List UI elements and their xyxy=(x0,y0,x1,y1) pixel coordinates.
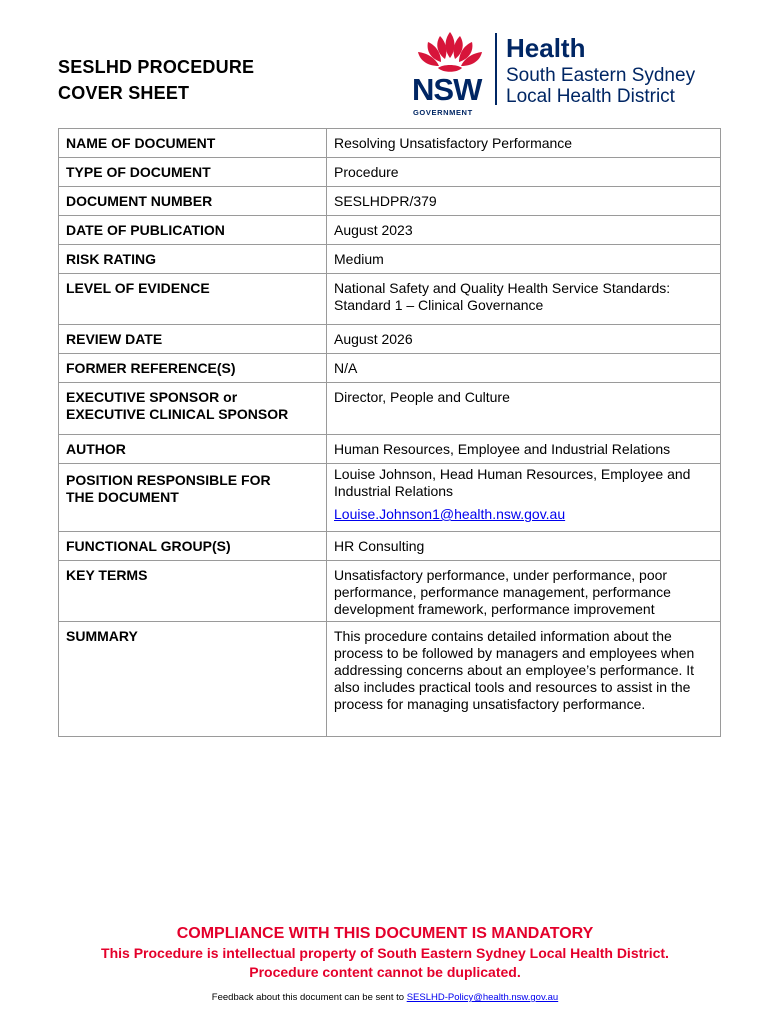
ip-notice-line-2: Procedure content cannot be duplicated. xyxy=(249,964,521,980)
row-label: KEY TERMS xyxy=(59,561,327,622)
table-row xyxy=(59,129,721,158)
row-label: LEVEL OF EVIDENCE xyxy=(59,274,327,325)
document-info-table xyxy=(58,128,721,737)
row-value: Resolving Unsatisfactory Performance xyxy=(327,129,721,158)
row-value: Human Resources, Employee and Industrial Relations xyxy=(327,435,721,464)
row-label: TYPE OF DOCUMENT xyxy=(59,158,327,187)
health-wordmark: Health xyxy=(506,33,586,63)
row-value: Procedure xyxy=(327,158,721,187)
title-line-1: SESLHD PROCEDURE xyxy=(58,57,255,77)
row-value: Director, People and Culture xyxy=(327,383,721,435)
table-row xyxy=(59,354,721,383)
table-row xyxy=(59,561,721,622)
table-row xyxy=(59,187,721,216)
row-value: N/A xyxy=(327,354,721,383)
table-row xyxy=(59,325,721,354)
waratah-flower-icon xyxy=(410,30,490,76)
mandatory-notice: COMPLIANCE WITH THIS DOCUMENT IS MANDATORY xyxy=(176,925,594,942)
feedback-line xyxy=(0,992,770,1003)
nsw-wordmark: NSW xyxy=(412,72,482,107)
nsw-health-logo xyxy=(410,30,730,117)
table-row xyxy=(59,532,721,561)
row-label-line-1: POSITION RESPONSIBLE FOR xyxy=(66,472,271,488)
author-email-link[interactable]: Louise.Johnson1@health.nsw.gov.au xyxy=(334,506,566,522)
district-name-line-1: South Eastern Sydney xyxy=(506,65,696,86)
row-label: FUNCTIONAL GROUP(S) xyxy=(59,532,327,561)
table-row xyxy=(59,274,721,325)
table-row xyxy=(59,216,721,245)
row-label-line-1: EXECUTIVE SPONSOR or xyxy=(66,389,238,405)
government-wordmark: GOVERNMENT xyxy=(413,108,473,117)
table-row xyxy=(59,622,721,737)
table-row xyxy=(59,383,721,435)
row-label: SUMMARY xyxy=(59,622,327,737)
row-label: DOCUMENT NUMBER xyxy=(59,187,327,216)
row-label: RISK RATING xyxy=(59,245,327,274)
row-value xyxy=(327,464,721,532)
row-value: August 2026 xyxy=(327,325,721,354)
row-value: Unsatisfactory performance, under performance, poor performance, performance management, performance development framework, performance improvement xyxy=(327,561,721,622)
table-row xyxy=(59,245,721,274)
compliance-footer xyxy=(0,924,770,1003)
row-value: HR Consulting xyxy=(327,532,721,561)
row-label: NAME OF DOCUMENT xyxy=(59,129,327,158)
row-value: This procedure contains detailed information about the process to be followed by managers and employees when addressing concerns about an employee’s performance. It also includes practical tools and resources to assist in the process for managing unsatisfactory performance. xyxy=(327,622,721,737)
feedback-email-link[interactable]: SESLHD-Policy@health.nsw.gov.au xyxy=(406,992,559,1003)
district-name-line-2: Local Health District xyxy=(506,86,675,107)
page-title xyxy=(58,54,254,106)
feedback-text: Feedback about this document can be sent to xyxy=(211,992,407,1003)
row-value: National Safety and Quality Health Service Standards: Standard 1 – Clinical Governance xyxy=(327,274,721,325)
row-label: DATE OF PUBLICATION xyxy=(59,216,327,245)
table-row xyxy=(59,435,721,464)
row-value: SESLHDPR/379 xyxy=(327,187,721,216)
row-label-line-2: EXECUTIVE CLINICAL SPONSOR xyxy=(66,406,289,422)
ip-notice-line-1: This Procedure is intellectual property of South Eastern Sydney Local Health District. xyxy=(101,945,669,961)
table-row xyxy=(59,464,721,532)
position-text: Louise Johnson, Head Human Resources, Employee and Industrial Relations xyxy=(334,466,691,499)
table-row xyxy=(59,158,721,187)
row-label: AUTHOR xyxy=(59,435,327,464)
row-label xyxy=(59,383,327,435)
row-value: Medium xyxy=(327,245,721,274)
row-label-line-2: THE DOCUMENT xyxy=(66,489,179,505)
logo-divider xyxy=(495,33,497,105)
row-label: REVIEW DATE xyxy=(59,325,327,354)
row-label xyxy=(59,464,327,532)
row-label: FORMER REFERENCE(S) xyxy=(59,354,327,383)
title-line-2: COVER SHEET xyxy=(58,83,190,103)
row-value: August 2023 xyxy=(327,216,721,245)
